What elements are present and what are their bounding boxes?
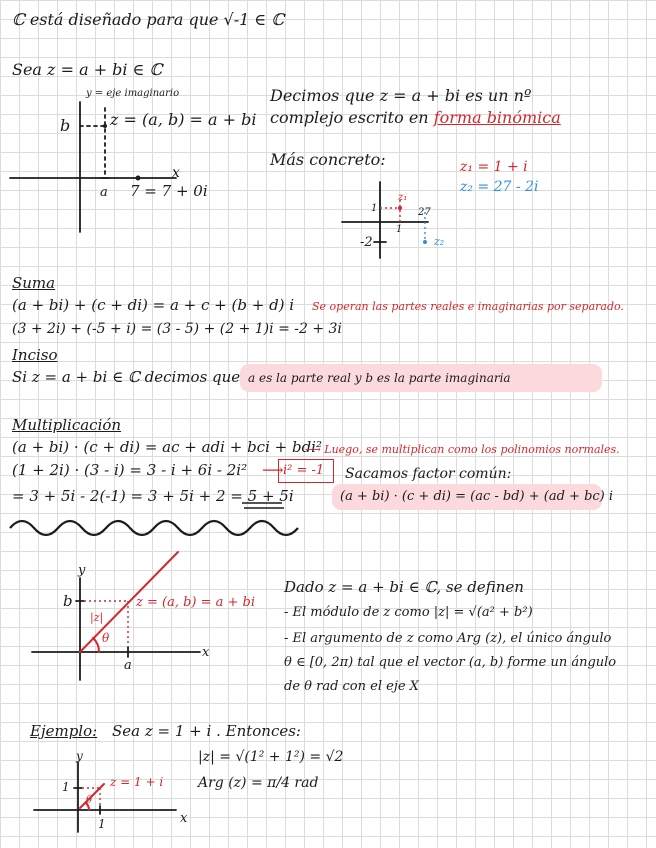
ejemplo-x-label: x xyxy=(180,811,188,826)
sea-statement: Sea z = a + bi ∈ ℂ xyxy=(12,60,163,79)
argumento-line-1: - El argumento de z como Arg (z), el único ángulo xyxy=(284,631,612,646)
mult-general-formula: (a + bi) · (c + di) = (ac - bd) + (ad + bc) i xyxy=(340,489,614,504)
ejemplo-theta-label: θ xyxy=(86,795,93,806)
a-label: a xyxy=(100,185,108,200)
ejemplo-y-label: y xyxy=(76,749,83,763)
theta-label: θ xyxy=(102,631,110,645)
decimos-line-2: complejo escrito en forma binómica xyxy=(270,108,561,127)
modulus-label: |z| xyxy=(90,611,104,624)
small-z1-label: z₁ xyxy=(398,192,408,203)
ejemplo-label: Ejemplo: xyxy=(30,722,98,740)
mult-example-line: (1 + 2i) · (3 - i) = 3 - i + 6i - 2i² xyxy=(12,461,248,479)
mult-example-result: = 3 + 5i - 2(-1) = 3 + 5i + 2 = 5 + 5i xyxy=(12,487,294,505)
suma-note: Se operan las partes reales e imaginarias por separado. xyxy=(312,300,624,313)
argumento-line-2: θ ∈ [0, 2π) tal que el vector (a, b) forme un ángulo xyxy=(284,655,617,670)
small-minus2-label: -2 xyxy=(360,235,373,250)
small-one-x: 1 xyxy=(396,224,403,235)
small-tick-1: 1 xyxy=(371,203,378,214)
point-label: z = (a, b) = a + bi xyxy=(110,110,257,129)
ejemplo-statement: Sea z = 1 + i . Entonces: xyxy=(112,722,301,740)
red-arrow: ⟶ xyxy=(262,461,284,479)
ejemplo-one-y: 1 xyxy=(62,780,70,794)
ejemplo-modulus: |z| = √(1² + 1²) = √2 xyxy=(198,749,344,765)
ejemplo-point-label: z = 1 + i xyxy=(110,775,164,789)
inciso-highlight-text: a es la parte real y b es la parte imaginaria xyxy=(248,371,511,385)
mas-concreto: Más concreto: xyxy=(270,150,386,169)
decimos-line-1: Decimos que z = a + bi es un nº xyxy=(270,86,532,105)
page-title: ℂ está diseñado para que √-1 ∈ ℂ xyxy=(12,10,285,29)
multiplicacion-heading: Multiplicación xyxy=(12,416,122,434)
mult-arrow-note: ⟶ Luego, se multiplican como los polinomios normales. xyxy=(305,443,620,456)
forma-binomica-term: forma binómica xyxy=(433,108,561,127)
z2-definition: z₂ = 27 - 2i xyxy=(460,179,539,195)
ejemplo-one-x: 1 xyxy=(98,817,106,831)
seven-label: 7 = 7 + 0i xyxy=(130,182,208,200)
inciso-text: Si z = a + bi ∈ ℂ decimos que xyxy=(12,368,241,386)
factor-comun: Sacamos factor común: xyxy=(345,466,512,482)
suma-example: (3 + 2i) + (-5 + i) = (3 - 5) + (2 + 1)i = -2 + 3i xyxy=(12,321,342,337)
dado-statement: Dado z = a + bi ∈ ℂ, se definen xyxy=(284,578,524,596)
i-squared-identity: i² = -1 xyxy=(283,463,325,478)
imaginary-axis-label: y = eje imaginario xyxy=(86,88,180,99)
polar-b-label: b xyxy=(63,592,73,610)
small-z2-label: z₂ xyxy=(434,235,445,248)
ejemplo-argument: Arg (z) = π/4 rad xyxy=(198,775,319,791)
modulo-definition: - El módulo de z como |z| = √(a² + b²) xyxy=(284,605,533,620)
small-27-label: 27 xyxy=(418,207,431,218)
polar-y-label: y xyxy=(78,563,86,578)
b-label: b xyxy=(60,116,71,135)
suma-heading: Suma xyxy=(12,274,56,292)
polar-x-label: x xyxy=(202,645,210,660)
mult-formula: (a + bi) · (c + di) = ac + adi + bci + bdi² xyxy=(12,438,322,456)
argumento-line-3: de θ rad con el eje X xyxy=(284,679,419,694)
suma-formula: (a + bi) + (c + di) = a + c + (b + d) i xyxy=(12,296,295,314)
polar-a-label: a xyxy=(124,658,132,673)
z1-definition: z₁ = 1 + i xyxy=(460,159,528,175)
x-axis-label: x xyxy=(172,165,180,181)
inciso-heading: Inciso xyxy=(12,346,58,364)
polar-point-label: z = (a, b) = a + bi xyxy=(136,595,256,610)
